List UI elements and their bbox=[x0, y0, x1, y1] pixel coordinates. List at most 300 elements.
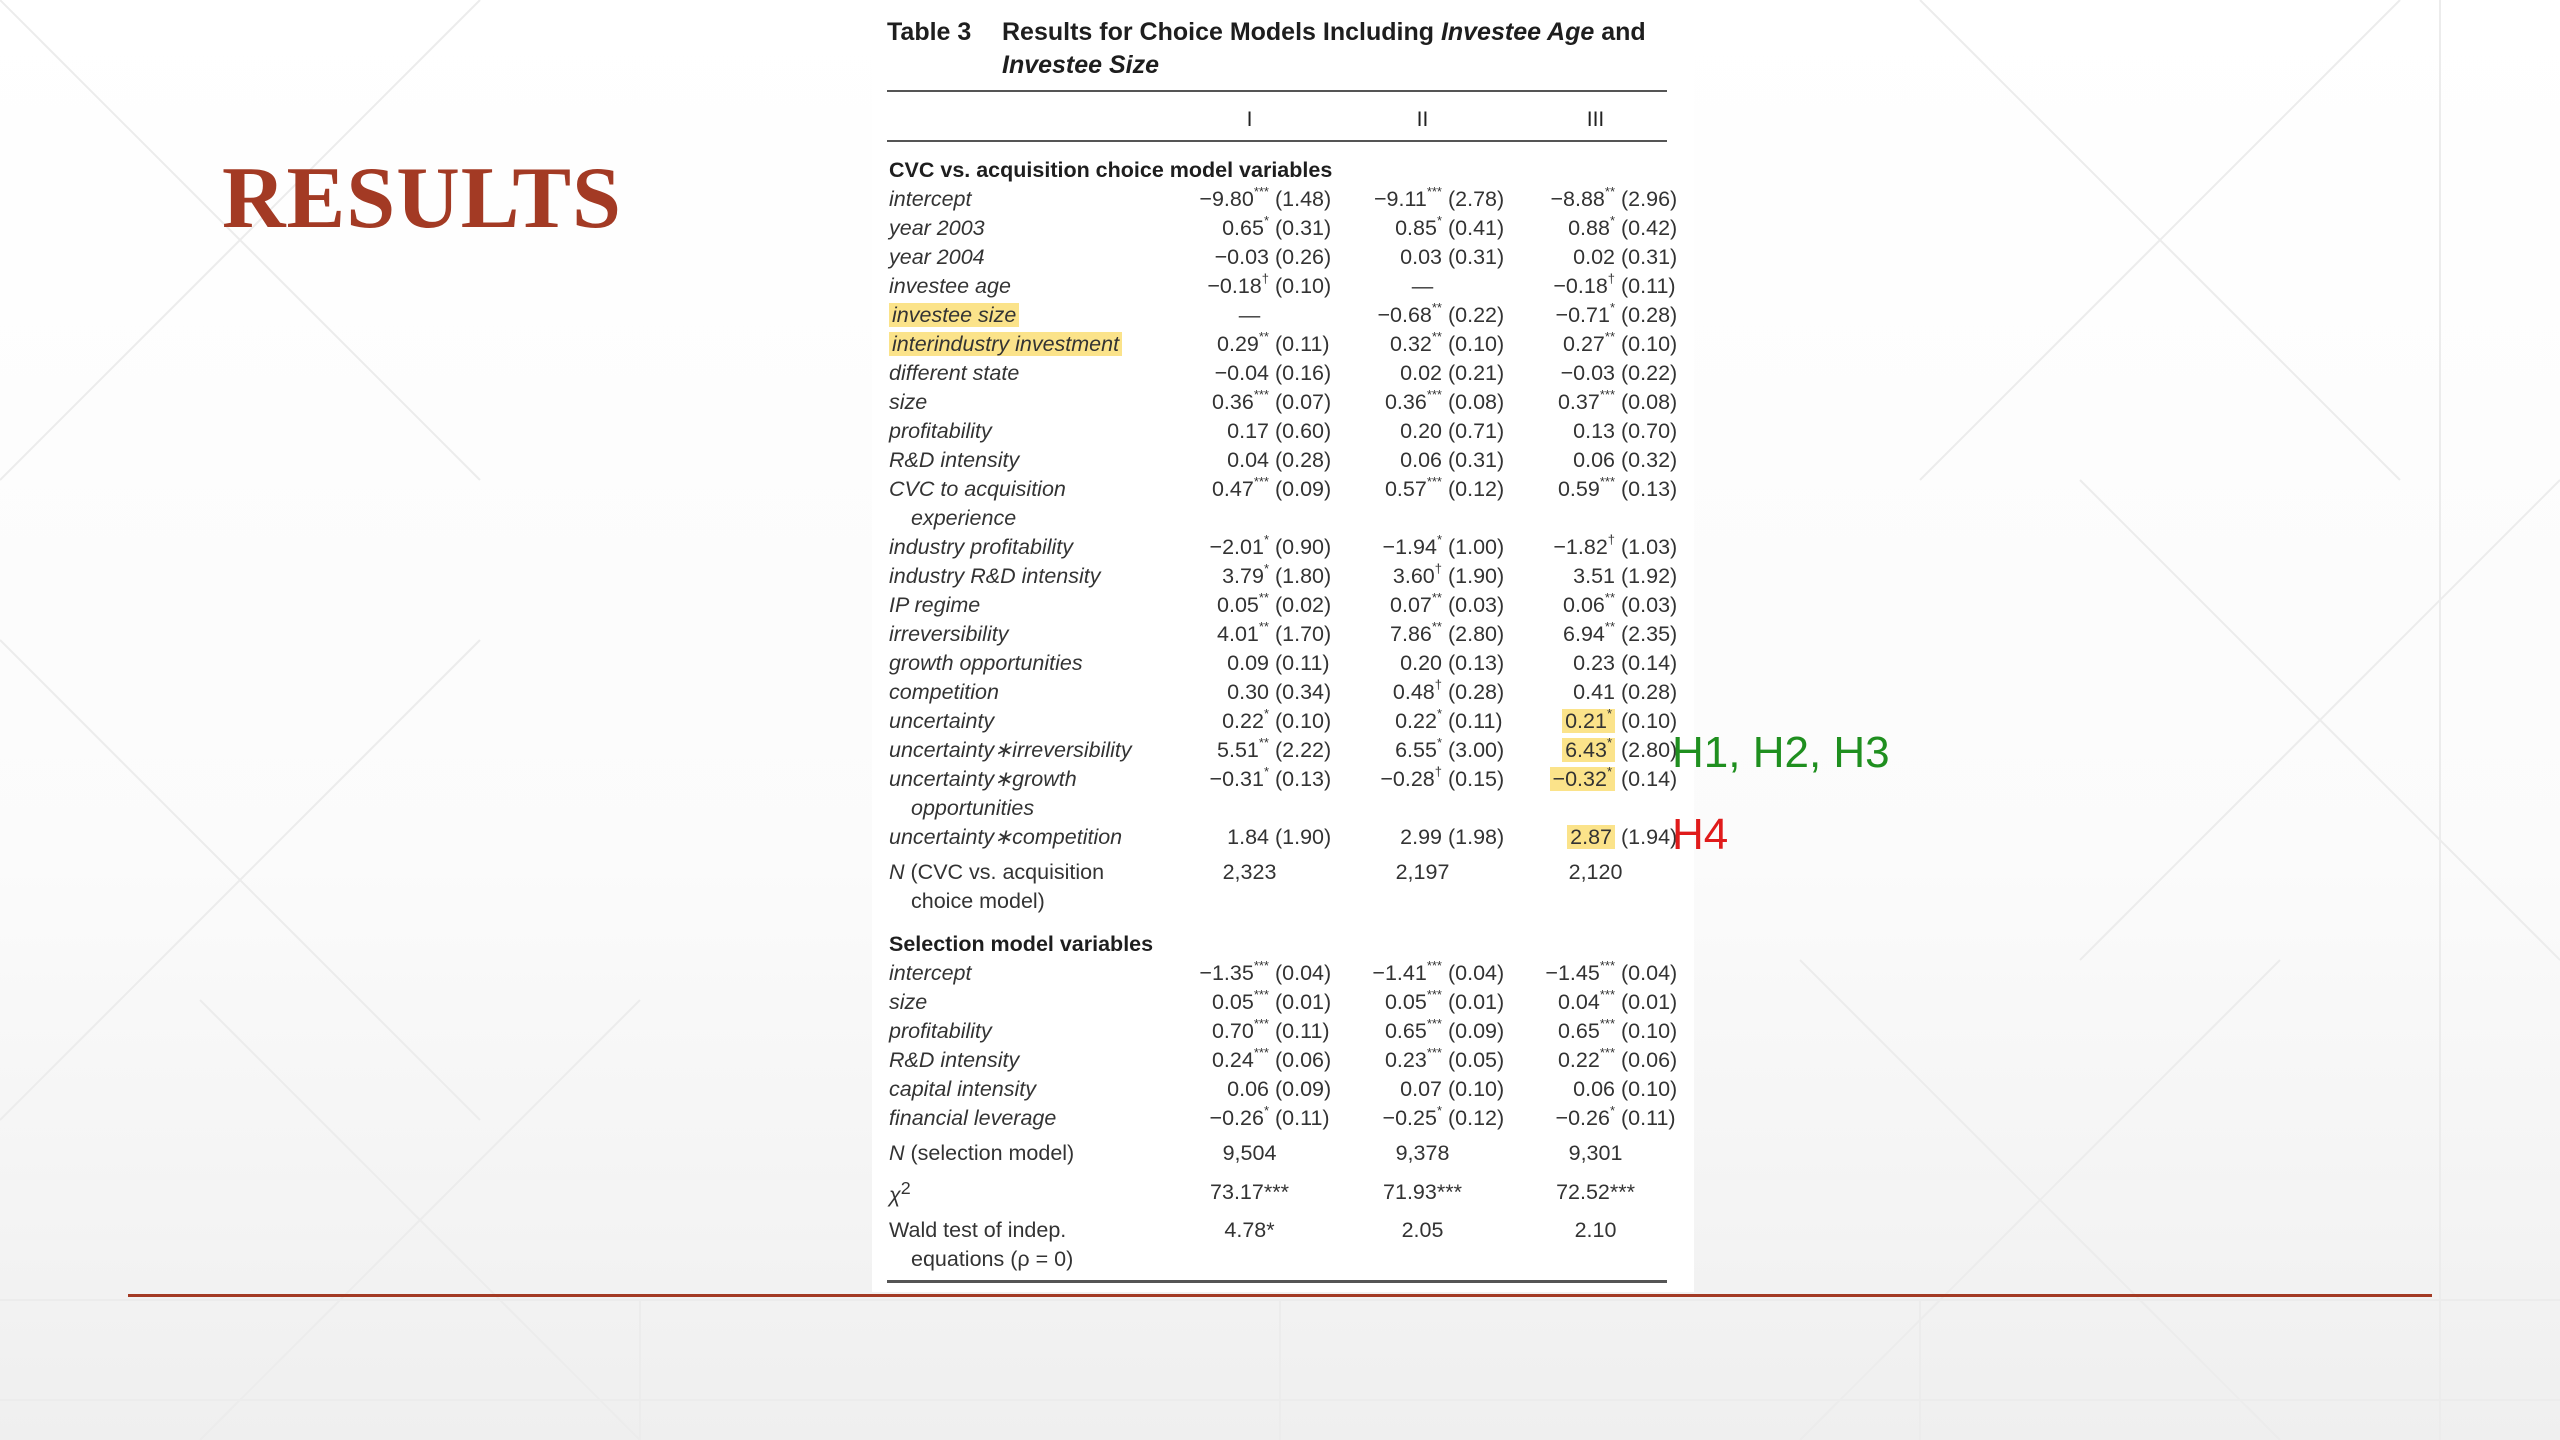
significance-marker: ** bbox=[1258, 590, 1269, 605]
standard-error-cell: (0.11) bbox=[1275, 651, 1330, 675]
standard-error-cell: (0.71) bbox=[1448, 419, 1505, 443]
count-cell: 2,120 bbox=[1568, 860, 1623, 884]
standard-error-cell: (0.01) bbox=[1621, 990, 1678, 1014]
coefficient-value: 0.36 bbox=[1384, 390, 1427, 414]
table-row bbox=[887, 887, 1682, 916]
coefficient-highlight bbox=[1567, 825, 1615, 849]
significance-marker: † bbox=[1434, 561, 1442, 576]
table-row bbox=[887, 678, 1682, 707]
standard-error-cell: (0.22) bbox=[1448, 303, 1505, 327]
table-title-part: Investee Age bbox=[1440, 18, 1595, 46]
significance-marker: *** bbox=[1426, 1045, 1442, 1060]
summary-row bbox=[887, 1168, 1682, 1210]
standard-error-cell: (0.03) bbox=[1621, 593, 1678, 617]
coefficient-cell bbox=[1336, 988, 1444, 1017]
coefficient-cell bbox=[1163, 359, 1271, 388]
coefficient-value: −0.28 bbox=[1380, 767, 1435, 791]
coefficient-value: 3.60 bbox=[1392, 564, 1435, 588]
coefficient-value: −0.26 bbox=[1555, 1106, 1610, 1130]
significance-marker: *** bbox=[1426, 1016, 1442, 1031]
coefficient-value: 4.01 bbox=[1217, 622, 1259, 646]
row-label: uncertainty∗competition bbox=[889, 825, 1123, 849]
coefficient-value: 0.37 bbox=[1557, 390, 1600, 414]
standard-error-cell: (0.11) bbox=[1275, 1019, 1330, 1043]
coefficient-value: 0.88 bbox=[1568, 216, 1610, 240]
significance-marker: † bbox=[1607, 271, 1616, 286]
coefficient-cell bbox=[1336, 765, 1444, 794]
coefficient-value: −0.71 bbox=[1555, 303, 1610, 327]
significance-marker: † bbox=[1434, 764, 1442, 779]
hypothesis-annotation-h4: H4 bbox=[1672, 810, 1729, 859]
significance-marker: ** bbox=[1431, 329, 1442, 344]
statistic-cell: 71.93*** bbox=[1383, 1179, 1462, 1204]
coefficient-value: −0.25 bbox=[1382, 1106, 1437, 1130]
coefficient-value: 0.04 bbox=[1227, 448, 1269, 472]
coefficient-value: −1.35 bbox=[1199, 961, 1254, 985]
standard-error-cell: (0.14) bbox=[1621, 651, 1678, 675]
standard-error-cell: (1.00) bbox=[1448, 535, 1505, 559]
row-label: equations (ρ = 0) bbox=[911, 1247, 1074, 1272]
coefficient-cell bbox=[1336, 533, 1444, 562]
coefficient-cell bbox=[1509, 272, 1617, 301]
coefficient-value: 0.06 bbox=[1573, 448, 1616, 472]
significance-marker: *** bbox=[1253, 474, 1269, 489]
table-row bbox=[887, 533, 1682, 562]
coefficient-cell bbox=[1509, 214, 1617, 243]
coefficient-cell bbox=[1509, 359, 1617, 388]
coefficient-cell bbox=[1336, 388, 1444, 417]
coefficient-value: 0.04 bbox=[1557, 990, 1600, 1014]
table-title-part: Investee Size bbox=[1002, 51, 1160, 79]
row-label: uncertainty bbox=[889, 709, 995, 733]
row-label-superscript: 2 bbox=[900, 1178, 911, 1198]
row-label: Wald test of indep. bbox=[889, 1218, 1067, 1243]
count-cell: 2.10 bbox=[1574, 1218, 1617, 1243]
significance-marker: *** bbox=[1599, 987, 1616, 1002]
standard-error-cell: (0.04) bbox=[1275, 961, 1332, 985]
table-row bbox=[887, 794, 1682, 823]
coefficient-value: −1.41 bbox=[1372, 961, 1427, 985]
table-row bbox=[887, 388, 1682, 417]
summary-row bbox=[887, 1210, 1682, 1245]
coefficient-cell bbox=[1163, 1046, 1271, 1075]
coefficient-cell bbox=[1336, 272, 1509, 301]
significance-marker: ** bbox=[1604, 184, 1616, 199]
coefficient-cell bbox=[1163, 388, 1271, 417]
significance-marker: *** bbox=[1599, 387, 1616, 402]
significance-marker: ** bbox=[1431, 590, 1442, 605]
coefficient-value: 0.20 bbox=[1400, 419, 1442, 443]
row-label: profitability bbox=[889, 1019, 992, 1043]
standard-error-cell: (1.03) bbox=[1621, 535, 1678, 559]
significance-marker: * bbox=[1263, 213, 1269, 228]
count-cell: 2,323 bbox=[1222, 860, 1277, 884]
coefficient-value: 0.65 bbox=[1557, 1019, 1600, 1043]
row-label: profitability bbox=[889, 419, 992, 443]
row-label: experience bbox=[911, 506, 1017, 530]
significance-marker: *** bbox=[1426, 958, 1442, 973]
coefficient-value: 0.02 bbox=[1400, 361, 1442, 385]
standard-error-cell: (0.11) bbox=[1448, 709, 1503, 733]
coefficient-value: 2.87 bbox=[1570, 825, 1613, 849]
significance-marker: * bbox=[1609, 300, 1616, 315]
coefficient-cell bbox=[1336, 736, 1444, 765]
coefficient-value: — bbox=[1238, 303, 1261, 327]
significance-marker: *** bbox=[1599, 1016, 1616, 1031]
coefficient-value: −0.68 bbox=[1377, 303, 1432, 327]
coefficient-value: 0.09 bbox=[1227, 651, 1269, 675]
standard-error-cell: (0.70) bbox=[1621, 419, 1678, 443]
standard-error-cell: (0.04) bbox=[1448, 961, 1505, 985]
table-row bbox=[887, 1046, 1682, 1075]
standard-error-cell: (0.26) bbox=[1275, 245, 1332, 269]
coefficient-cell bbox=[1163, 1075, 1271, 1104]
row-label: industry profitability bbox=[889, 535, 1074, 559]
statistic-cell: 73.17*** bbox=[1210, 1179, 1289, 1204]
significance-marker: * bbox=[1609, 213, 1616, 228]
coefficient-cell bbox=[1336, 446, 1444, 475]
coefficient-cell bbox=[1509, 765, 1617, 794]
standard-error-cell: (2.80) bbox=[1621, 738, 1678, 762]
coefficient-cell bbox=[1336, 475, 1444, 504]
row-label: industry R&D intensity bbox=[889, 564, 1101, 588]
coefficient-cell bbox=[1163, 185, 1271, 214]
coefficient-value: 0.05 bbox=[1384, 990, 1427, 1014]
standard-error-cell: (0.28) bbox=[1448, 680, 1505, 704]
coefficient-value: −0.04 bbox=[1214, 361, 1269, 385]
row-label: R&D intensity bbox=[889, 448, 1020, 472]
standard-error-cell: (0.04) bbox=[1621, 961, 1678, 985]
table-row bbox=[887, 620, 1682, 649]
coefficient-value: 7.86 bbox=[1390, 622, 1432, 646]
coefficient-cell bbox=[1163, 649, 1271, 678]
row-label: year 2004 bbox=[889, 245, 985, 269]
standard-error-cell: (0.28) bbox=[1275, 448, 1332, 472]
coefficient-cell bbox=[1336, 562, 1444, 591]
standard-error-cell: (0.22) bbox=[1621, 361, 1678, 385]
coefficient-value: −9.80 bbox=[1199, 187, 1254, 211]
significance-marker: * bbox=[1263, 532, 1269, 547]
coefficient-value: −0.31 bbox=[1209, 767, 1264, 791]
significance-marker: * bbox=[1606, 764, 1613, 779]
standard-error-cell: (2.78) bbox=[1448, 187, 1505, 211]
coefficient-cell bbox=[1509, 707, 1617, 736]
coefficient-cell bbox=[1336, 1017, 1444, 1046]
row-label: investee age bbox=[889, 274, 1011, 298]
coefficient-cell bbox=[1509, 446, 1617, 475]
standard-error-cell: (0.09) bbox=[1448, 1019, 1505, 1043]
standard-error-cell: (2.22) bbox=[1275, 738, 1332, 762]
table-row bbox=[887, 1104, 1682, 1133]
standard-error-cell: (1.48) bbox=[1275, 187, 1332, 211]
coefficient-cell bbox=[1509, 620, 1617, 649]
coefficient-cell bbox=[1163, 475, 1271, 504]
table-row bbox=[887, 185, 1682, 214]
row-label: uncertainty∗irreversibility bbox=[889, 738, 1132, 762]
significance-marker: * bbox=[1606, 735, 1613, 750]
coefficient-value: 0.23 bbox=[1384, 1048, 1427, 1072]
coefficient-cell bbox=[1336, 359, 1444, 388]
coefficient-value: 0.03 bbox=[1400, 245, 1442, 269]
summary-row bbox=[887, 852, 1682, 887]
coefficient-cell bbox=[1163, 1104, 1271, 1133]
coefficient-value: 6.55 bbox=[1395, 738, 1437, 762]
count-cell: 9,378 bbox=[1395, 1141, 1450, 1165]
significance-marker: *** bbox=[1253, 387, 1269, 402]
table-row bbox=[887, 823, 1682, 852]
coefficient-value: 0.17 bbox=[1227, 419, 1269, 443]
coefficient-cell bbox=[1163, 1017, 1271, 1046]
coefficient-cell bbox=[1336, 823, 1444, 852]
coefficient-cell bbox=[1509, 243, 1617, 272]
coefficient-cell bbox=[1336, 707, 1444, 736]
standard-error-cell: (0.28) bbox=[1621, 680, 1678, 704]
coefficient-cell bbox=[1509, 562, 1617, 591]
coefficient-value: 6.43 bbox=[1565, 738, 1607, 762]
standard-error-cell: (2.96) bbox=[1621, 187, 1678, 211]
significance-marker: *** bbox=[1426, 474, 1442, 489]
column-header-1: I bbox=[1246, 107, 1253, 131]
coefficient-value: 0.59 bbox=[1557, 477, 1600, 501]
coefficient-cell bbox=[1509, 417, 1617, 446]
coefficient-value: 0.07 bbox=[1390, 593, 1432, 617]
coefficient-highlight bbox=[1562, 706, 1615, 733]
coefficient-value: 0.47 bbox=[1211, 477, 1254, 501]
significance-marker: *** bbox=[1253, 987, 1269, 1002]
count-cell: 9,504 bbox=[1222, 1141, 1277, 1165]
coefficient-cell bbox=[1509, 388, 1617, 417]
coefficient-value: 0.30 bbox=[1227, 680, 1269, 704]
row-label bbox=[887, 1133, 1163, 1168]
coefficient-cell bbox=[1163, 533, 1271, 562]
standard-error-cell: (0.31) bbox=[1275, 216, 1332, 240]
coefficient-cell bbox=[1163, 678, 1271, 707]
coefficient-cell bbox=[1509, 591, 1617, 620]
row-label-text: interindustry investment bbox=[889, 332, 1122, 356]
significance-marker: ** bbox=[1258, 329, 1269, 344]
table-row bbox=[887, 243, 1682, 272]
coefficient-value: — bbox=[1411, 274, 1434, 298]
significance-marker: *** bbox=[1599, 474, 1616, 489]
significance-marker: * bbox=[1606, 706, 1613, 721]
standard-error-cell: (0.12) bbox=[1448, 477, 1505, 501]
standard-error-cell: (1.94) bbox=[1621, 825, 1678, 849]
standard-error-cell: (0.16) bbox=[1275, 361, 1332, 385]
coefficient-value: 0.21 bbox=[1565, 709, 1607, 733]
standard-error-cell: (0.12) bbox=[1448, 1106, 1505, 1130]
table-row bbox=[887, 1017, 1682, 1046]
standard-error-cell: (0.32) bbox=[1621, 448, 1678, 472]
coefficient-cell bbox=[1163, 707, 1271, 736]
coefficient-cell bbox=[1509, 185, 1617, 214]
coefficient-value: 3.51 bbox=[1573, 564, 1616, 588]
table-row bbox=[887, 591, 1682, 620]
table-row bbox=[887, 562, 1682, 591]
standard-error-cell: (0.42) bbox=[1621, 216, 1678, 240]
slide-title: RESULTS bbox=[222, 150, 622, 247]
coefficient-cell bbox=[1336, 1104, 1444, 1133]
standard-error-cell: (0.34) bbox=[1275, 680, 1332, 704]
standard-error-cell: (1.92) bbox=[1621, 564, 1678, 588]
results-table-card bbox=[872, 0, 1694, 1292]
standard-error-cell: (0.14) bbox=[1621, 767, 1678, 791]
row-label: competition bbox=[889, 680, 999, 704]
standard-error-cell: (0.31) bbox=[1621, 245, 1678, 269]
coefficient-value: 0.22 bbox=[1222, 709, 1264, 733]
standard-error-cell: (0.15) bbox=[1448, 767, 1505, 791]
table-row bbox=[887, 417, 1682, 446]
standard-error-cell: (0.90) bbox=[1275, 535, 1332, 559]
coefficient-value: −8.88 bbox=[1550, 187, 1605, 211]
statistic-cell: 72.52*** bbox=[1556, 1179, 1635, 1204]
significance-marker: ** bbox=[1604, 329, 1616, 344]
table-title-part: and bbox=[1594, 18, 1646, 46]
table-label: Table 3 bbox=[887, 18, 972, 46]
significance-marker: * bbox=[1436, 213, 1442, 228]
significance-marker: *** bbox=[1426, 387, 1442, 402]
coefficient-value: −0.32 bbox=[1552, 767, 1607, 791]
standard-error-cell: (0.07) bbox=[1275, 390, 1332, 414]
section-heading-row bbox=[887, 142, 1682, 185]
coefficient-cell bbox=[1163, 823, 1271, 852]
standard-error-cell: (0.05) bbox=[1448, 1048, 1505, 1072]
count-cell: 9,301 bbox=[1568, 1141, 1623, 1165]
row-label-text: (CVC vs. acquisition bbox=[904, 860, 1105, 884]
significance-marker: ** bbox=[1604, 590, 1616, 605]
coefficient-cell bbox=[1336, 1046, 1444, 1075]
coefficient-value: 0.02 bbox=[1573, 245, 1616, 269]
significance-marker: ** bbox=[1431, 619, 1442, 634]
coefficient-value: 2.99 bbox=[1400, 825, 1442, 849]
standard-error-cell: (0.13) bbox=[1621, 477, 1678, 501]
significance-marker: ** bbox=[1258, 619, 1269, 634]
standard-error-cell: (0.60) bbox=[1275, 419, 1332, 443]
table-row bbox=[887, 301, 1682, 330]
standard-error-cell: (0.11) bbox=[1621, 1106, 1676, 1130]
coefficient-cell bbox=[1509, 823, 1617, 852]
coefficient-cell bbox=[1509, 301, 1617, 330]
count-cell: 2.05 bbox=[1401, 1218, 1444, 1243]
row-label bbox=[887, 330, 1163, 359]
coefficient-cell bbox=[1336, 1075, 1444, 1104]
coefficient-value: 0.22 bbox=[1557, 1048, 1600, 1072]
coefficient-cell bbox=[1509, 1104, 1617, 1133]
coefficient-value: 0.07 bbox=[1400, 1077, 1442, 1101]
significance-marker: ** bbox=[1604, 619, 1616, 634]
row-label: intercept bbox=[889, 187, 972, 211]
section-heading-row bbox=[887, 916, 1682, 959]
table-row bbox=[887, 765, 1682, 794]
significance-marker: ** bbox=[1431, 300, 1442, 315]
standard-error-cell: (0.09) bbox=[1275, 1077, 1332, 1101]
significance-marker: * bbox=[1609, 1103, 1616, 1118]
standard-error-cell: (0.03) bbox=[1448, 593, 1505, 617]
footer-divider bbox=[128, 1294, 2432, 1297]
significance-marker: * bbox=[1436, 1103, 1442, 1118]
standard-error-cell: (0.10) bbox=[1621, 1077, 1678, 1101]
coefficient-cell bbox=[1163, 214, 1271, 243]
coefficient-cell bbox=[1336, 243, 1444, 272]
standard-error-cell: (1.98) bbox=[1448, 825, 1505, 849]
standard-error-cell: (0.10) bbox=[1621, 332, 1678, 356]
section-heading: Selection model variables bbox=[889, 932, 1154, 956]
coefficient-cell bbox=[1336, 301, 1444, 330]
coefficient-cell bbox=[1163, 591, 1271, 620]
coefficient-value: −0.03 bbox=[1560, 361, 1616, 385]
coefficient-value: 3.79 bbox=[1222, 564, 1264, 588]
coefficient-cell bbox=[1336, 620, 1444, 649]
standard-error-cell: (0.41) bbox=[1448, 216, 1505, 240]
coefficient-value: −1.45 bbox=[1545, 961, 1600, 985]
table-row bbox=[887, 359, 1682, 388]
row-label: opportunities bbox=[911, 796, 1035, 820]
row-label: uncertainty∗growth bbox=[889, 767, 1077, 791]
hypothesis-annotation-h1-h2-h3: H1, H2, H3 bbox=[1672, 728, 1890, 777]
standard-error-cell: (0.31) bbox=[1448, 448, 1505, 472]
table-title bbox=[1002, 16, 1667, 82]
significance-marker: * bbox=[1263, 561, 1269, 576]
row-label bbox=[887, 1168, 1163, 1210]
coefficient-value: −1.82 bbox=[1553, 535, 1608, 559]
coefficient-value: 0.41 bbox=[1573, 680, 1616, 704]
significance-marker: *** bbox=[1599, 958, 1616, 973]
table-row bbox=[887, 504, 1682, 533]
coefficient-value: 0.27 bbox=[1563, 332, 1605, 356]
row-label: financial leverage bbox=[889, 1106, 1057, 1130]
standard-error-cell: (0.10) bbox=[1448, 1077, 1505, 1101]
coefficient-cell bbox=[1336, 417, 1444, 446]
row-label-symbol: χ bbox=[889, 1183, 901, 1208]
results-table bbox=[887, 92, 1682, 1274]
significance-marker: † bbox=[1607, 532, 1616, 547]
coefficient-value: 0.06 bbox=[1227, 1077, 1269, 1101]
coefficient-highlight bbox=[1562, 735, 1615, 762]
coefficient-cell bbox=[1163, 272, 1271, 301]
column-header-3: III bbox=[1586, 107, 1605, 131]
significance-marker: *** bbox=[1253, 1045, 1269, 1060]
coefficient-cell bbox=[1509, 736, 1617, 765]
significance-marker: * bbox=[1436, 706, 1442, 721]
row-label: choice model) bbox=[911, 889, 1045, 913]
standard-error-cell: (0.10) bbox=[1275, 709, 1332, 733]
standard-error-cell: (1.80) bbox=[1275, 564, 1332, 588]
table-row bbox=[887, 707, 1682, 736]
row-label-symbol: N bbox=[889, 860, 905, 884]
standard-error-cell: (1.70) bbox=[1275, 622, 1332, 646]
coefficient-value: 0.65 bbox=[1384, 1019, 1427, 1043]
coefficient-value: 1.84 bbox=[1227, 825, 1269, 849]
coefficient-value: 0.20 bbox=[1400, 651, 1442, 675]
standard-error-cell: (3.00) bbox=[1448, 738, 1505, 762]
coefficient-cell bbox=[1163, 959, 1271, 988]
significance-marker: *** bbox=[1253, 1016, 1269, 1031]
coefficient-cell bbox=[1509, 649, 1617, 678]
standard-error-cell: (0.11) bbox=[1621, 274, 1676, 298]
coefficient-cell bbox=[1509, 959, 1617, 988]
coefficient-value: 0.29 bbox=[1217, 332, 1259, 356]
table-row bbox=[887, 330, 1682, 359]
row-label: capital intensity bbox=[889, 1077, 1036, 1101]
table-title-part: Results for Choice Models Including bbox=[1002, 18, 1441, 46]
coefficient-value: 0.05 bbox=[1211, 990, 1254, 1014]
row-label-text: investee size bbox=[889, 303, 1019, 327]
standard-error-cell: (0.08) bbox=[1448, 390, 1505, 414]
row-label: different state bbox=[889, 361, 1020, 385]
standard-error-cell: (0.13) bbox=[1448, 651, 1505, 675]
coefficient-cell bbox=[1163, 417, 1271, 446]
count-cell: 4.78* bbox=[1224, 1218, 1275, 1243]
coefficient-value: 0.06 bbox=[1400, 448, 1442, 472]
